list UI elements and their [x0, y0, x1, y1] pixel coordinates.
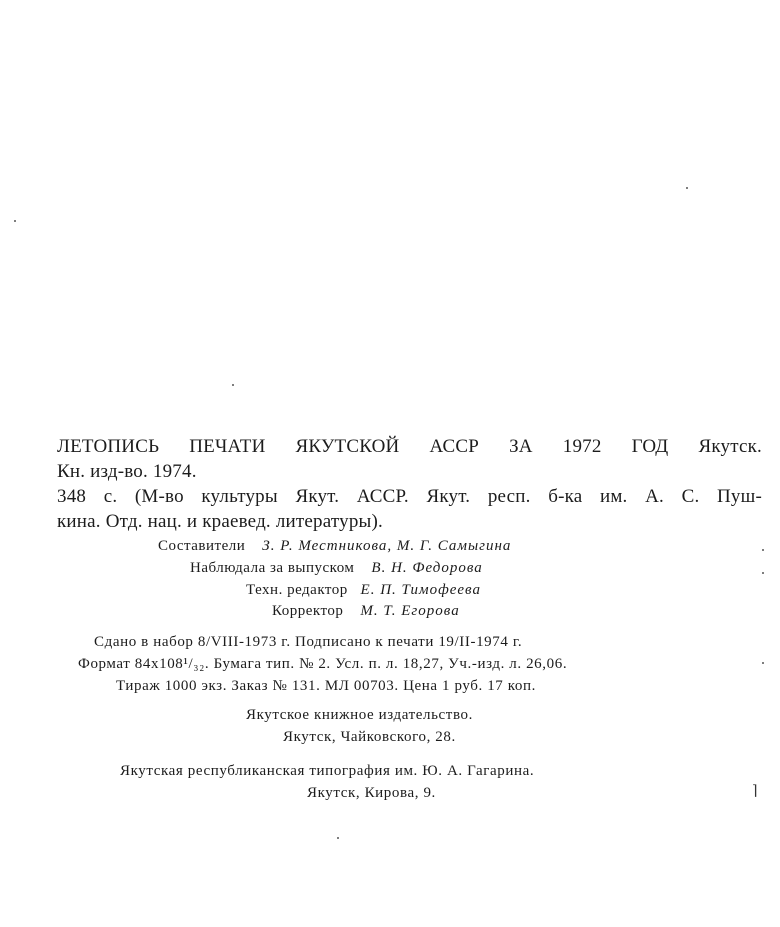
publisher-address: Якутск, Чайковского, 28. [283, 729, 456, 745]
scan-speck [762, 662, 764, 664]
imprint-line-3: Тираж 1000 экз. Заказ № 131. МЛ 00703. Цена 1 руб. 17 коп. [116, 678, 536, 694]
imprint-line-2: Формат 84x108¹/₃₂. Бумага тип. № 2. Усл. п. л. 18,27, Уч.-изд. л. 26,06. [78, 656, 568, 672]
proofreader-row [272, 601, 460, 622]
compilers-names: З. Р. Местникова, М. Г. Самыгина [262, 538, 512, 554]
compilers-row [158, 536, 511, 557]
scan-speck [686, 187, 688, 189]
tech-editor-label: Техн. редактор [246, 582, 348, 598]
tech-editor-row [246, 580, 481, 601]
tech-editor-name: Е. П. Тимофеева [360, 582, 481, 598]
compilers-label: Составители [158, 538, 246, 554]
publication-city: Якутск. [698, 436, 762, 457]
supervisor-label: Наблюдала за выпуском [190, 560, 355, 576]
proofreader-label: Корректор [272, 603, 344, 619]
description-line-1: 348 с. (М-во культуры Якут. АССР. Якут. респ. б-ка им. А. С. Пуш- [57, 486, 762, 507]
supervisor-name: В. Н. Федорова [371, 560, 483, 576]
scan-speck [14, 220, 16, 222]
scan-speck [337, 837, 339, 839]
scan-speck [762, 572, 764, 574]
title-line [57, 434, 762, 459]
scan-speck [762, 549, 764, 551]
publisher-name: Якутское книжное издательство. [246, 707, 473, 723]
scan-speck [232, 384, 234, 386]
description-line-2: кина. Отд. нац. и краевед. литературы). [57, 511, 383, 532]
imprint-line-1: Сдано в набор 8/VIII-1973 г. Подписано к печати 19/II-1974 г. [94, 634, 523, 650]
proofreader-name: М. Т. Егорова [360, 603, 460, 619]
bibliographic-entry [57, 434, 762, 534]
supervisor-row [190, 558, 483, 579]
publisher-line: Кн. изд-во. 1974. [57, 461, 197, 482]
printer-name: Якутская республиканская типография им. Ю. А. Гагарина. [120, 763, 535, 779]
edge-bracket-mark: ⌉ [752, 784, 758, 799]
book-title: ЛЕТОПИСЬ ПЕЧАТИ ЯКУТСКОЙ АССР ЗА 1972 ГОД [57, 436, 669, 457]
printer-address: Якутск, Кирова, 9. [307, 785, 436, 801]
